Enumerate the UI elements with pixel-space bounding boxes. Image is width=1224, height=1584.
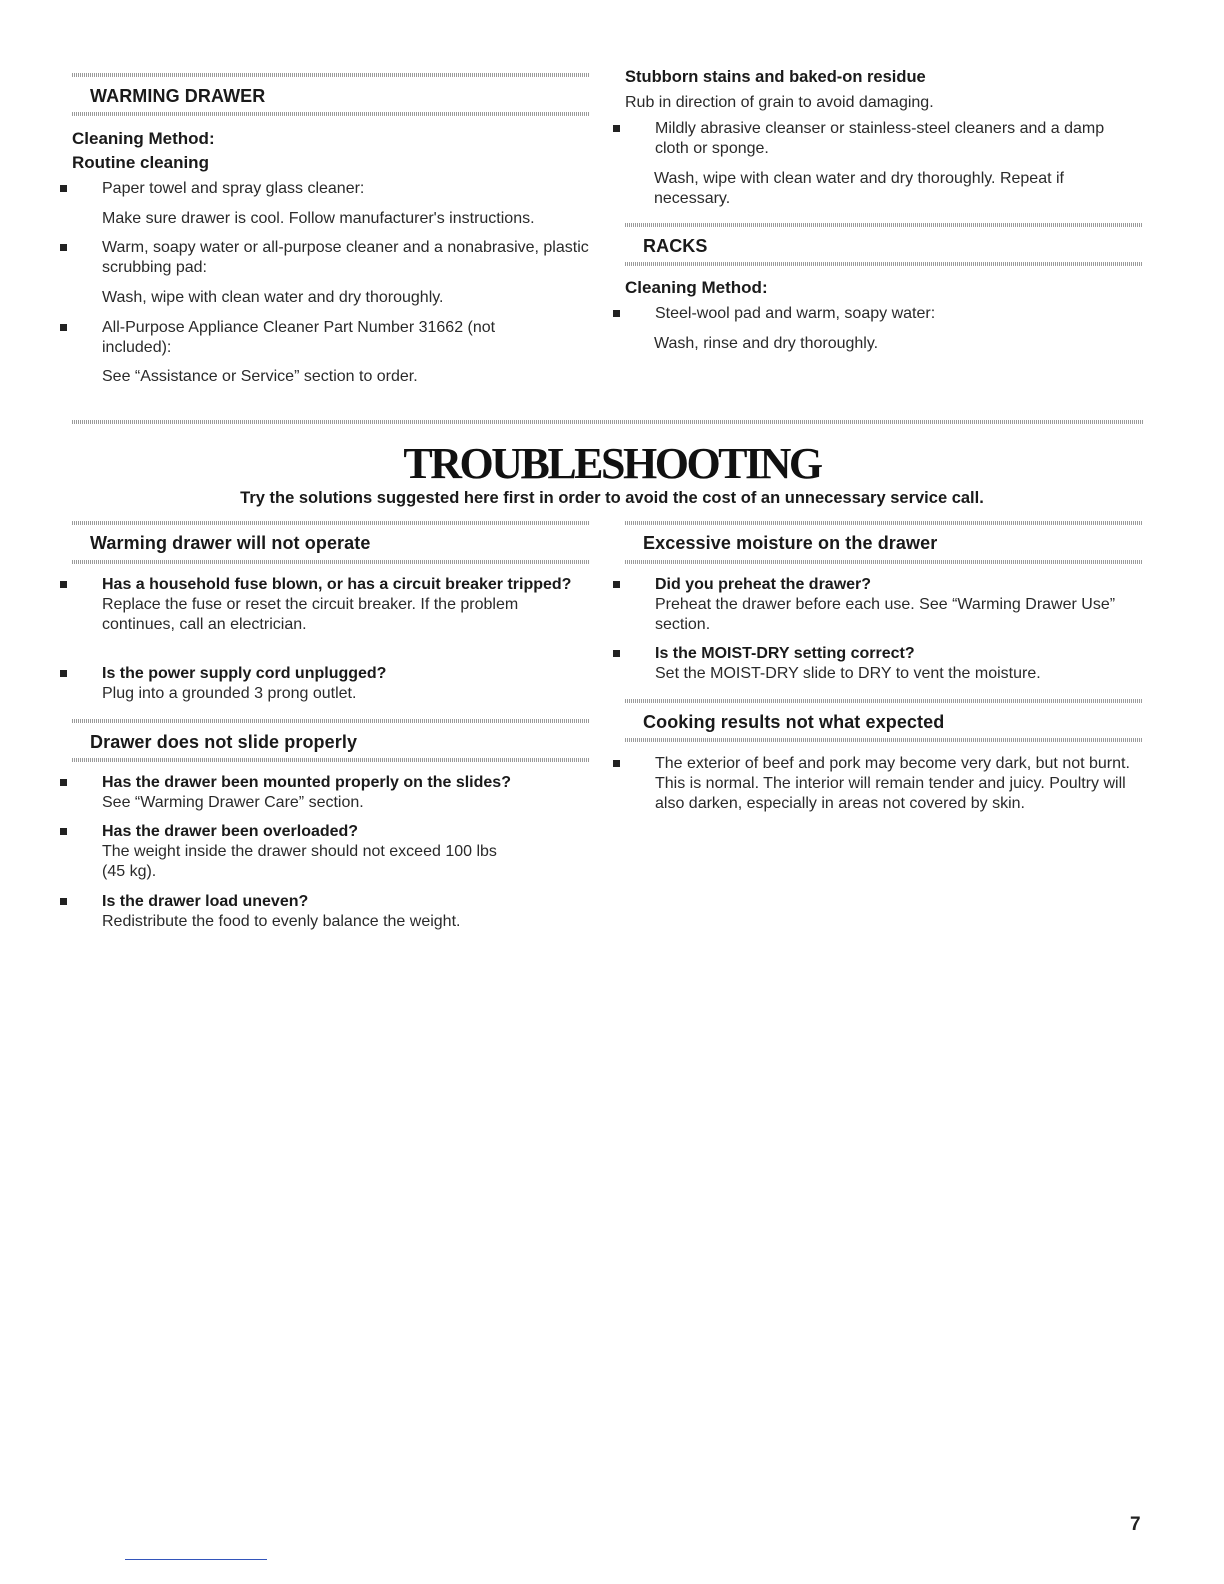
cleaning-method-label: Cleaning Method: [625, 278, 768, 297]
cleaning-method-label: Cleaning Method: [72, 129, 215, 148]
bullet-icon [60, 244, 67, 251]
question: Is the power supply cord unplugged? [102, 665, 387, 682]
item-detail: Wash, wipe with clean water and dry thoroughly. Repeat if necessary. [654, 170, 1064, 207]
section-heading-racks: RACKS [643, 236, 708, 256]
footer-link-line [125, 1559, 267, 1560]
item-detail: Make sure drawer is cool. Follow manufacturer's instructions. [102, 210, 535, 227]
answer: The exterior of beef and pork may become very dark, but not burnt. This is normal. The interior will remain tender and juicy. Poultry will also darken, especially in areas not covered by skin. [655, 755, 1130, 812]
question: Has the drawer been overloaded? [102, 823, 359, 840]
page-number: 7 [1130, 1514, 1141, 1535]
bullet-icon [613, 581, 620, 588]
page-title: TROUBLESHOOTING [403, 439, 821, 488]
divider [72, 420, 1143, 424]
bullet-icon [60, 828, 67, 835]
question: Is the MOIST-DRY setting correct? [655, 645, 915, 662]
stubborn-intro: Rub in direction of grain to avoid damaging. [625, 94, 934, 111]
section-heading-excessive-moisture: Excessive moisture on the drawer [643, 533, 938, 553]
divider [625, 262, 1143, 266]
divider [72, 560, 590, 564]
section-heading-does-not-slide: Drawer does not slide properly [90, 732, 358, 752]
divider [625, 738, 1143, 742]
answer: Preheat the drawer before each use. See “Warming Drawer Use” section. [655, 596, 1116, 633]
answer: The weight inside the drawer should not exceed 100 lbs (45 kg). [102, 843, 497, 880]
routine-cleaning-label: Routine cleaning [72, 153, 209, 172]
divider [625, 223, 1143, 227]
item-detail: See “Assistance or Service” section to order. [102, 368, 418, 385]
question: Is the drawer load uneven? [102, 893, 309, 910]
bullet-icon [60, 779, 67, 786]
bullet-icon [60, 898, 67, 905]
bullet-icon [60, 185, 67, 192]
divider [72, 112, 590, 116]
item-detail: Wash, wipe with clean water and dry thoroughly. [102, 289, 444, 306]
answer: See “Warming Drawer Care” section. [102, 794, 364, 811]
section-heading-cooking-results: Cooking results not what expected [643, 712, 945, 732]
question: Did you preheat the drawer? [655, 576, 872, 593]
bullet-icon [613, 650, 620, 657]
stubborn-stains-heading: Stubborn stains and baked-on residue [625, 68, 926, 86]
bullet-icon [60, 324, 67, 331]
divider [72, 719, 590, 723]
divider [625, 560, 1143, 564]
bullet-icon [613, 310, 620, 317]
bullet-icon [613, 760, 620, 767]
bullet-icon [60, 581, 67, 588]
answer: Redistribute the food to evenly balance the weight. [102, 913, 461, 930]
bullet-icon [60, 670, 67, 677]
section-heading-warming-drawer: WARMING DRAWER [90, 86, 266, 106]
divider [625, 699, 1143, 703]
page-subtitle: Try the solutions suggested here first in order to avoid the cost of an unnecessary service call. [240, 489, 984, 507]
answer: Set the MOIST-DRY slide to DRY to vent the moisture. [655, 665, 1041, 682]
item-detail: Wash, rinse and dry thoroughly. [654, 335, 879, 352]
answer: Replace the fuse or reset the circuit breaker. If the problem continues, call an electrician. [102, 596, 519, 633]
divider [625, 521, 1143, 525]
question: Has the drawer been mounted properly on the slides? [102, 774, 511, 791]
question: Has a household fuse blown, or has a circuit breaker tripped? [102, 576, 572, 593]
answer: Plug into a grounded 3 prong outlet. [102, 685, 357, 702]
divider [72, 73, 590, 77]
divider [72, 521, 590, 525]
bullet-icon [613, 125, 620, 132]
divider [72, 758, 590, 762]
section-heading-will-not-operate: Warming drawer will not operate [90, 533, 371, 553]
